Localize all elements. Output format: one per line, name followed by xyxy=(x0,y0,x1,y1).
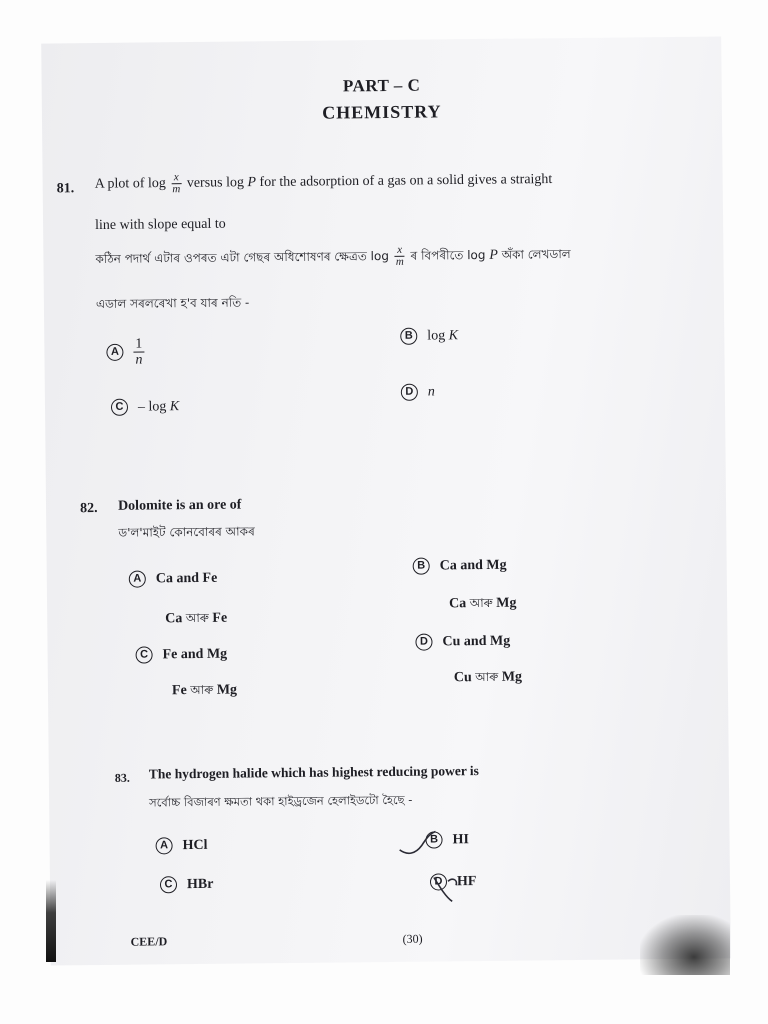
option-letter-c: C xyxy=(111,399,128,416)
option-82-d-sub-b: Mg xyxy=(501,669,523,685)
shadow-right xyxy=(640,915,730,975)
option-83-a[interactable] xyxy=(156,837,208,855)
option-82-d-sub-bn: আৰু xyxy=(475,669,499,685)
question-81-text-part3: for the adsorption of a gas on a solid gives a straight xyxy=(259,171,553,191)
option-81-b-log: log xyxy=(427,327,446,344)
option-82-a-sub-a: Ca xyxy=(165,611,183,627)
option-83-c-value: HBr xyxy=(186,876,214,892)
exam-page xyxy=(41,36,731,965)
option-82-b[interactable] xyxy=(413,557,507,575)
question-82-text: Dolomite is an ore of xyxy=(117,497,242,514)
option-letter-b: B xyxy=(413,558,430,575)
footer-page-number: (30) xyxy=(402,931,423,946)
question-81-text-part2: versus log xyxy=(186,175,245,191)
question-81-text-line2: line with slope equal to xyxy=(95,216,226,234)
option-82-a-sub-bn: আৰু xyxy=(185,610,209,626)
option-letter-d: D xyxy=(430,873,447,890)
option-82-c-sub-b: Mg xyxy=(216,682,238,698)
option-82-a-value: Ca and Fe xyxy=(155,570,218,586)
question-81-var-p: P xyxy=(247,175,257,191)
question-81-text-bn xyxy=(95,243,570,271)
option-82-c-sub-a: Fe xyxy=(171,683,187,699)
question-82-text-bn: ড'ল'মাইট কোনবোৰৰ আকৰ xyxy=(118,524,255,540)
question-81-text-bn-line2: এডাল সৰলৰেখা হ'ব যাৰ নতি - xyxy=(95,295,250,312)
option-83-d[interactable] xyxy=(430,873,477,890)
option-82-d[interactable] xyxy=(415,633,510,651)
option-81-d[interactable] xyxy=(401,383,435,400)
option-letter-b: B xyxy=(400,328,417,345)
option-82-b-bn xyxy=(449,595,517,616)
fraction-denominator-bn: m xyxy=(395,255,404,268)
option-82-a-bn xyxy=(165,610,227,631)
question-82-number: 82. xyxy=(79,501,98,517)
question-81-text xyxy=(95,168,553,196)
option-81-a-num: 1 xyxy=(133,337,144,354)
option-82-c[interactable] xyxy=(136,646,228,664)
option-82-d-value: Cu and Mg xyxy=(442,633,511,649)
option-82-c-value: Fe and Mg xyxy=(162,646,228,662)
question-83-text: The hydrogen halide which has highest reducing power is xyxy=(148,763,479,782)
option-81-a-fraction xyxy=(133,337,144,369)
fraction-x-over-m xyxy=(171,172,181,195)
option-82-a-sub-b: Fe xyxy=(212,610,228,626)
footer-code: CEE/D xyxy=(130,934,168,949)
option-letter-a: A xyxy=(156,837,173,854)
question-81-bn-part2: ৰ বিপৰীতে log xyxy=(410,247,486,263)
option-81-a[interactable] xyxy=(106,337,144,369)
option-81-c-value xyxy=(138,399,179,415)
question-83-number: 83. xyxy=(114,770,130,785)
question-81-bn-var-p: P xyxy=(489,247,498,263)
option-81-c-log: – log xyxy=(137,398,167,415)
option-81-b-var: K xyxy=(448,327,459,343)
option-83-a-value: HCl xyxy=(182,837,208,853)
fraction-numerator: x xyxy=(171,172,181,184)
option-letter-b: B xyxy=(425,831,442,848)
option-81-c-var: K xyxy=(169,398,180,414)
fraction-denominator: m xyxy=(172,183,181,196)
option-82-d-bn xyxy=(454,669,522,690)
option-81-b-value xyxy=(427,328,458,344)
fraction-numerator-bn: x xyxy=(395,245,405,257)
option-letter-d: D xyxy=(401,384,418,401)
option-82-c-bn xyxy=(172,682,237,703)
option-letter-a: A xyxy=(129,571,146,588)
shadow-left xyxy=(46,880,56,962)
option-82-b-value: Ca and Mg xyxy=(439,557,507,573)
option-82-b-sub-bn: আৰু xyxy=(469,595,493,611)
option-81-b[interactable] xyxy=(400,327,458,345)
part-title: PART – C xyxy=(342,75,421,96)
option-82-a[interactable] xyxy=(129,570,218,588)
option-83-d-value: HF xyxy=(456,873,477,889)
option-82-b-sub-a: Ca xyxy=(449,596,467,612)
question-81-number: 81. xyxy=(56,181,75,197)
option-letter-d: D xyxy=(415,634,432,651)
option-82-d-sub-a: Cu xyxy=(453,670,472,686)
option-82-b-sub-b: Mg xyxy=(496,595,517,611)
option-81-c[interactable] xyxy=(111,398,179,416)
option-81-d-value: n xyxy=(427,383,435,400)
option-83-c[interactable] xyxy=(160,876,214,894)
option-81-a-den: n xyxy=(135,352,143,369)
option-letter-c: C xyxy=(160,876,177,893)
fraction-x-over-m-bn xyxy=(395,245,405,268)
question-83-text-bn: সৰ্বোচ্চ বিজাৰণ ক্ষমতা থকা হাইড্ৰজেন হেলাইডটো হৈছে - xyxy=(149,792,413,810)
option-83-b[interactable] xyxy=(425,831,469,848)
option-82-c-sub-bn: আৰু xyxy=(190,682,214,698)
question-81-text-part1: A plot of log xyxy=(94,176,166,192)
question-81-bn-part3: অঁকা লেখডাল xyxy=(501,247,571,262)
subject-title: CHEMISTRY xyxy=(322,101,442,123)
option-83-b-value: HI xyxy=(452,831,469,847)
option-letter-c: C xyxy=(136,646,153,663)
option-letter-a: A xyxy=(106,344,123,361)
question-81-bn-part1: কঠিন পদাৰ্থ এটাৰ ওপৰত এটা গেছৰ অধিশোষণৰ ক্ষেত্ৰত log xyxy=(95,248,389,267)
